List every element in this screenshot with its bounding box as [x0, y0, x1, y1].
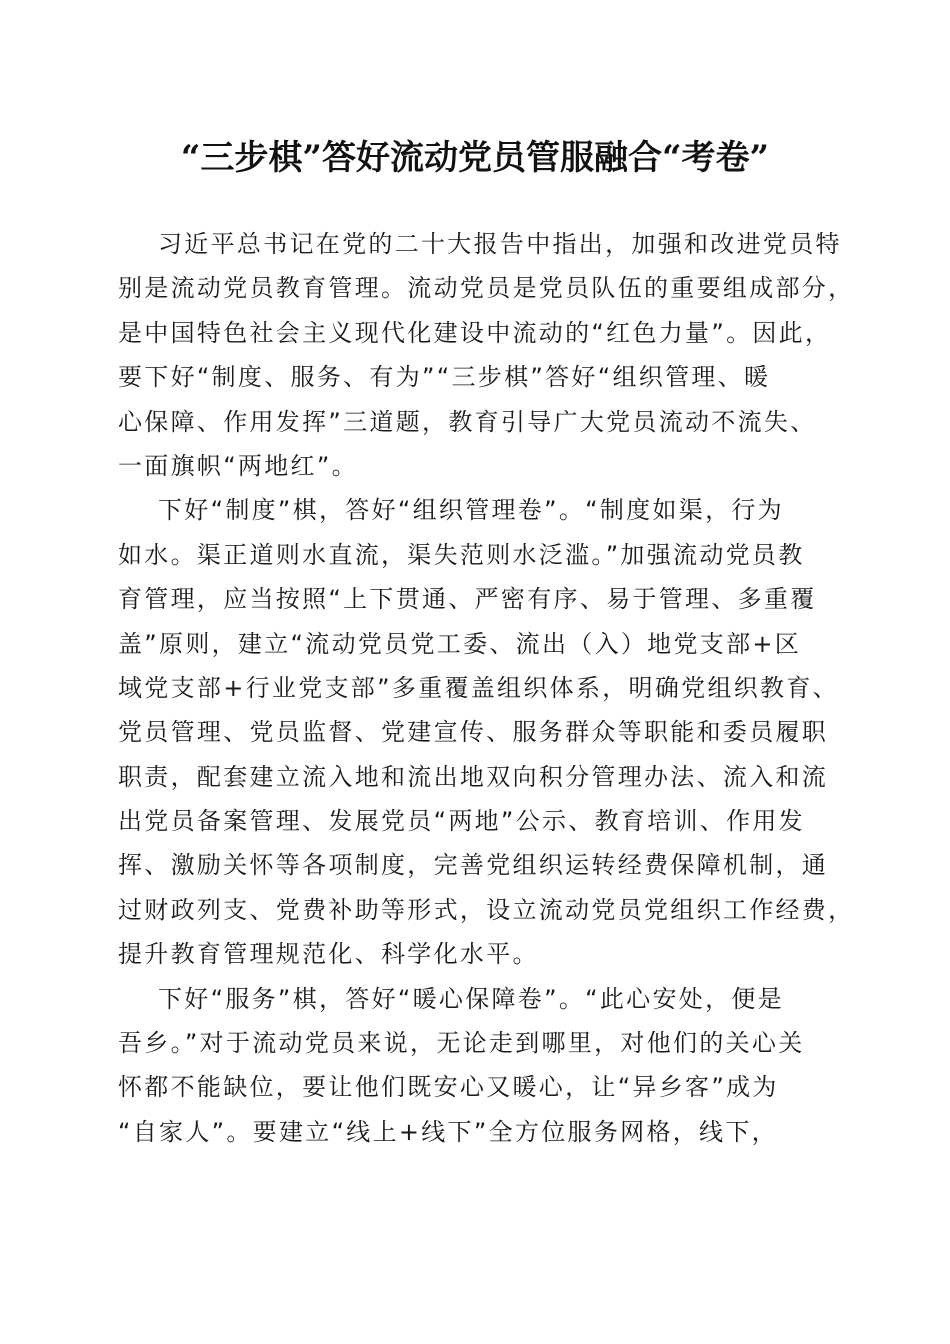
text-line: 育管理，应当按照“上下贯通、严密有序、易于管理、多重覆	[118, 585, 817, 614]
text-line: 下好“制度”棋，答好“组织管理卷”。“制度如渠，行为	[158, 496, 784, 525]
text-line: 党员管理、党员监督、党建宣传、服务群众等职能和委员履职	[118, 718, 829, 747]
text-line: 吾乡。”对于流动党员来说，无论走到哪里，对他们的关心关	[118, 1029, 805, 1058]
text-line: 出党员备案管理、发展党员“两地”公示、教育培训、作用发	[118, 807, 805, 836]
text-line: 提升教育管理规范化、科学化水平。	[118, 940, 539, 969]
text-line: 职责，配套建立流入地和流出地双向积分管理办法、流入和流	[118, 762, 829, 791]
text-line: 如水。渠正道则水直流，渠失范则水泛滥。”加强流动党员教	[118, 540, 805, 569]
document-title: “三步棋”答好流动党员管服融合“考卷”	[180, 138, 770, 178]
text-line: 心保障、作用发挥”三道题，教育引导广大党员流动不流失、	[118, 407, 817, 436]
text-line: 是中国特色社会主义现代化建设中流动的“红色力量”。因此，	[118, 318, 832, 347]
text-line: “自家人”。要建立“线上+线下”全方位服务网格，线下，	[118, 1117, 778, 1146]
text-line: 域党支部+行业党支部”多重覆盖组织体系，明确党组织教育、	[118, 673, 839, 702]
text-line: 下好“服务”棋，答好“暖心保障卷”。“此心安处，便是	[158, 984, 784, 1013]
paragraph-3	[118, 977, 840, 1155]
text-line: 别是流动党员教育管理。流动党员是党员队伍的重要组成部分，	[118, 274, 855, 303]
text-line: 盖”原则，建立“流动党员党工委、流出（入）地党支部+区	[118, 629, 802, 658]
text-line: 习近平总书记在党的二十大报告中指出，加强和改进党员特	[158, 230, 842, 258]
text-line: 怀都不能缺位，要让他们既安心又暖心，让“异乡客”成为	[118, 1073, 779, 1102]
text-line: 要下好“制度、服务、有为”“三步棋”答好“组织管理、暖	[118, 363, 771, 392]
text-line: 一面旗帜“两地红”。	[118, 451, 358, 480]
paragraph-1	[118, 222, 855, 488]
document-body	[118, 222, 855, 1154]
paragraph-2	[118, 488, 855, 976]
text-line: 过财政列支、党费补助等形式，设立流动党员党组织工作经费，	[118, 895, 855, 924]
text-line: 挥、激励关怀等各项制度，完善党组织运转经费保障机制，通	[118, 851, 829, 880]
